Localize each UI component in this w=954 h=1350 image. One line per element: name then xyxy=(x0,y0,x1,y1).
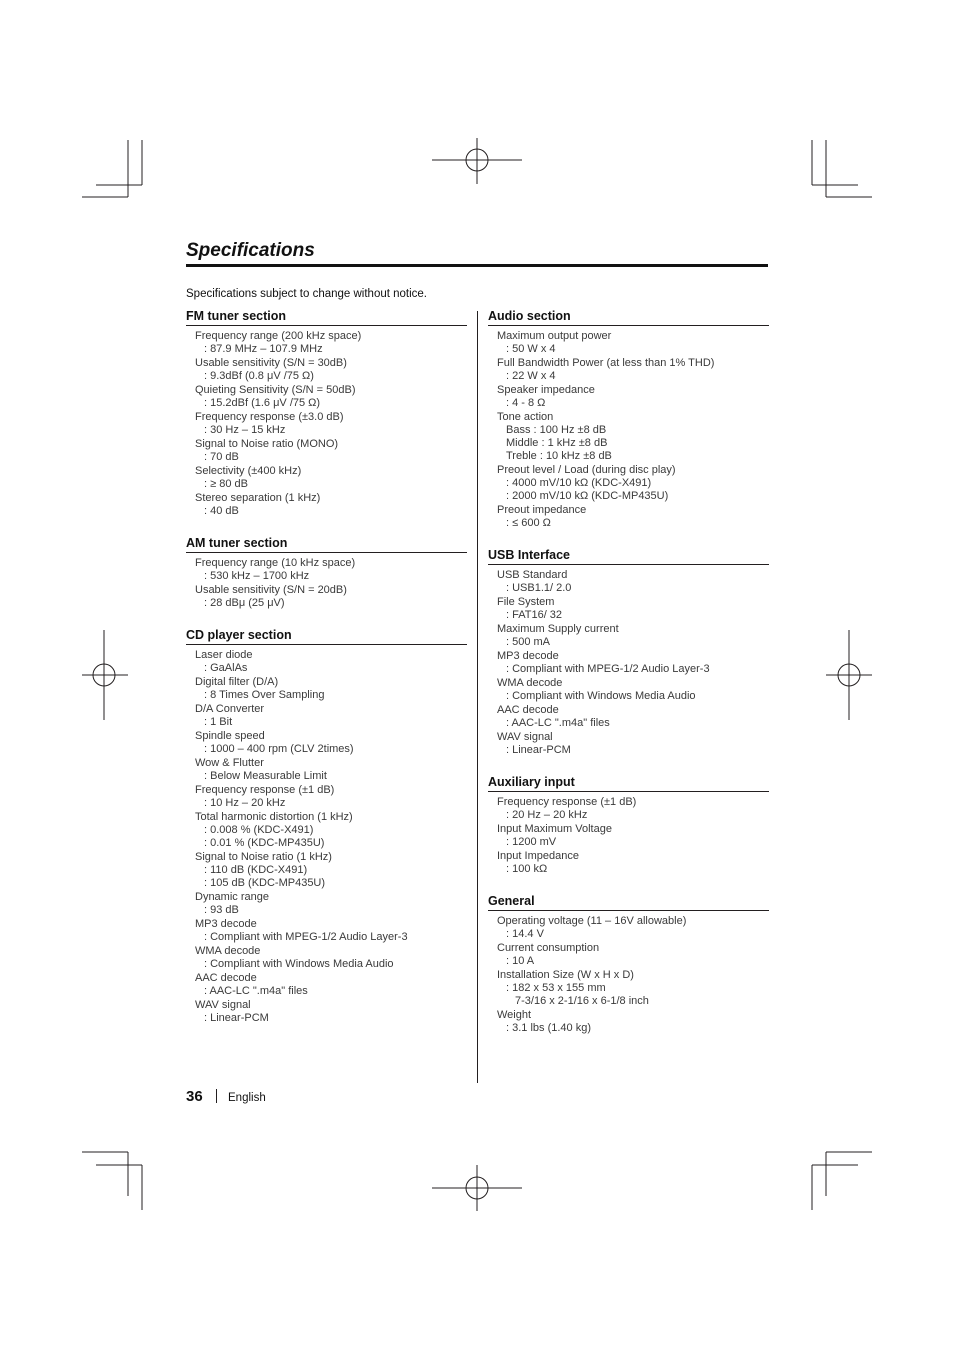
left-column xyxy=(186,309,467,1043)
section-general xyxy=(488,894,769,1035)
spec-label: Installation Size (W x H x D) xyxy=(497,969,634,981)
spec-value: : ≥ 80 dB xyxy=(204,478,248,490)
spec-value: : USB1.1/ 2.0 xyxy=(506,582,572,594)
page-title: Specifications xyxy=(186,240,315,261)
spec-value: : Compliant with MPEG-1/2 Audio Layer-3 xyxy=(506,663,710,675)
spec-item xyxy=(488,704,769,730)
spec-value: : 3.1 lbs (1.40 kg) xyxy=(506,1022,591,1034)
spec-label: Frequency response (±1 dB) xyxy=(195,784,335,796)
spec-item xyxy=(488,850,769,876)
spec-label: D/A Converter xyxy=(195,703,265,715)
spec-item xyxy=(186,492,467,518)
spec-value: : 15.2dBf (1.6 μV /75 Ω) xyxy=(204,397,321,409)
spec-item xyxy=(186,851,467,890)
spec-label: AAC decode xyxy=(497,704,559,716)
spec-item xyxy=(488,677,769,703)
spec-label: MP3 decode xyxy=(497,650,559,662)
notice-text: Specifications subject to change without notice. xyxy=(186,288,428,300)
spec-item xyxy=(186,999,467,1025)
spec-label: Maximum output power xyxy=(497,330,612,342)
section-fm-tuner-section xyxy=(186,309,467,518)
spec-item xyxy=(186,557,467,583)
spec-item xyxy=(186,357,467,383)
spec-value: : 50 W x 4 xyxy=(506,343,556,355)
spec-label: Tone action xyxy=(497,411,554,423)
spec-label: Frequency range (200 kHz space) xyxy=(195,330,362,342)
spec-label: Laser diode xyxy=(195,649,253,661)
spec-label: Input Maximum Voltage xyxy=(497,823,612,835)
spec-label: Total harmonic distortion (1 kHz) xyxy=(195,811,353,823)
spec-label: Preout impedance xyxy=(497,504,587,516)
title-rule xyxy=(186,264,768,267)
spec-value: : 8 Times Over Sampling xyxy=(204,689,325,701)
spec-label: Signal to Noise ratio (MONO) xyxy=(195,438,339,450)
spec-item xyxy=(186,676,467,702)
spec-value: : 110 dB (KDC-X491) xyxy=(204,864,308,876)
spec-value: : 28 dBμ (25 μV) xyxy=(204,597,285,609)
spec-label: Selectivity (±400 kHz) xyxy=(195,465,302,477)
spec-item xyxy=(488,464,769,503)
spec-item xyxy=(186,465,467,491)
spec-value: : 1200 mV xyxy=(506,836,557,848)
spec-item xyxy=(488,650,769,676)
spec-value: : 2000 mV/10 kΩ (KDC-MP435U) xyxy=(506,490,669,502)
spec-label: Maximum Supply current xyxy=(497,623,619,635)
spec-value: : 4000 mV/10 kΩ (KDC-X491) xyxy=(506,477,652,489)
footer-language: English xyxy=(228,1092,266,1104)
section-heading: General xyxy=(488,894,769,911)
section-heading: Audio section xyxy=(488,309,769,326)
spec-label: USB Standard xyxy=(497,569,568,581)
spec-value: : 14.4 V xyxy=(506,928,544,940)
spec-label: WMA decode xyxy=(497,677,563,689)
page-number: 36 xyxy=(186,1088,203,1105)
spec-value: : 93 dB xyxy=(204,904,239,916)
spec-item xyxy=(488,942,769,968)
spec-label: Current consumption xyxy=(497,942,600,954)
spec-value: : ≤ 600 Ω xyxy=(506,517,551,529)
section-heading: USB Interface xyxy=(488,548,769,565)
spec-value: : 40 dB xyxy=(204,505,239,517)
spec-value: : FAT16/ 32 xyxy=(506,609,563,621)
spec-label: Weight xyxy=(497,1009,532,1021)
spec-item xyxy=(186,972,467,998)
spec-label: MP3 decode xyxy=(195,918,257,930)
spec-value: : Linear-PCM xyxy=(506,744,571,756)
spec-value: : 4 - 8 Ω xyxy=(506,397,546,409)
section-heading: Auxiliary input xyxy=(488,775,769,792)
spec-value: : GaAlAs xyxy=(204,662,248,674)
spec-item xyxy=(488,384,769,410)
spec-item xyxy=(488,731,769,757)
spec-value: : Linear-PCM xyxy=(204,1012,269,1024)
spec-label: WMA decode xyxy=(195,945,261,957)
spec-item xyxy=(488,504,769,530)
spec-value: Middle : 1 kHz ±8 dB xyxy=(506,437,608,449)
section-am-tuner-section xyxy=(186,536,467,610)
spec-item xyxy=(488,569,769,595)
column-divider xyxy=(477,311,478,1083)
spec-item xyxy=(186,438,467,464)
section-usb-interface xyxy=(488,548,769,757)
spec-label: WAV signal xyxy=(497,731,553,743)
spec-value: : 105 dB (KDC-MP435U) xyxy=(204,877,326,889)
spec-item xyxy=(488,915,769,941)
spec-label: Frequency response (±3.0 dB) xyxy=(195,411,344,423)
spec-label: Quieting Sensitivity (S/N = 50dB) xyxy=(195,384,356,396)
section-audio-section xyxy=(488,309,769,530)
spec-value: : Compliant with Windows Media Audio xyxy=(506,690,696,702)
spec-value: : 1 Bit xyxy=(204,716,233,728)
spec-value: : 100 kΩ xyxy=(506,863,548,875)
spec-label: Speaker impedance xyxy=(497,384,595,396)
spec-label: Usable sensitivity (S/N = 30dB) xyxy=(195,357,347,369)
spec-item xyxy=(488,1009,769,1035)
spec-item xyxy=(488,357,769,383)
spec-item xyxy=(488,330,769,356)
spec-label: Digital filter (D/A) xyxy=(195,676,279,688)
spec-item xyxy=(186,918,467,944)
spec-value: : AAC-LC ".m4a" files xyxy=(204,985,308,997)
spec-label: Wow & Flutter xyxy=(195,757,264,769)
section-cd-player-section xyxy=(186,628,467,1025)
spec-label: Frequency range (10 kHz space) xyxy=(195,557,356,569)
spec-item xyxy=(186,703,467,729)
spec-value: : 10 Hz – 20 kHz xyxy=(204,797,286,809)
section-heading: FM tuner section xyxy=(186,309,467,326)
spec-item xyxy=(186,411,467,437)
spec-item xyxy=(488,411,769,463)
spec-value: : 70 dB xyxy=(204,451,239,463)
section-heading: CD player section xyxy=(186,628,467,645)
spec-label: Dynamic range xyxy=(195,891,269,903)
spec-value: : 500 mA xyxy=(506,636,551,648)
spec-value: : 1000 – 400 rpm (CLV 2times) xyxy=(204,743,354,755)
section-auxiliary-input xyxy=(488,775,769,876)
spec-label: Operating voltage (11 – 16V allowable) xyxy=(497,915,687,927)
spec-value: : 30 Hz – 15 kHz xyxy=(204,424,286,436)
spec-label: Preout level / Load (during disc play) xyxy=(497,464,676,476)
spec-label: Input Impedance xyxy=(497,850,579,862)
spec-item xyxy=(186,784,467,810)
spec-label: AAC decode xyxy=(195,972,257,984)
spec-label: Signal to Noise ratio (1 kHz) xyxy=(195,851,332,863)
spec-item xyxy=(186,945,467,971)
spec-item xyxy=(488,796,769,822)
spec-value: : 530 kHz – 1700 kHz xyxy=(204,570,310,582)
spec-value: : 0.01 % (KDC-MP435U) xyxy=(204,837,325,849)
spec-item xyxy=(186,891,467,917)
spec-value: : 87.9 MHz – 107.9 MHz xyxy=(204,343,323,355)
spec-value: Treble : 10 kHz ±8 dB xyxy=(506,450,612,462)
spec-value: 7-3/16 x 2-1/16 x 6-1/8 inch xyxy=(515,995,649,1007)
spec-value: : Compliant with MPEG-1/2 Audio Layer-3 xyxy=(204,931,408,943)
spec-item xyxy=(186,584,467,610)
spec-label: Spindle speed xyxy=(195,730,265,742)
spec-item xyxy=(488,823,769,849)
spec-item xyxy=(186,811,467,850)
spec-label: File System xyxy=(497,596,555,608)
spec-label: Usable sensitivity (S/N = 20dB) xyxy=(195,584,347,596)
spec-label: WAV signal xyxy=(195,999,251,1011)
spec-value: : Compliant with Windows Media Audio xyxy=(204,958,394,970)
spec-item xyxy=(186,730,467,756)
spec-value: : 9.3dBf (0.8 μV /75 Ω) xyxy=(204,370,314,382)
spec-item xyxy=(186,330,467,356)
spec-value: Bass : 100 Hz ±8 dB xyxy=(506,424,607,436)
spec-item xyxy=(186,384,467,410)
spec-item xyxy=(488,969,769,1008)
section-heading: AM tuner section xyxy=(186,536,467,553)
spec-label: Stereo separation (1 kHz) xyxy=(195,492,321,504)
spec-value: : 20 Hz – 20 kHz xyxy=(506,809,588,821)
spec-label: Frequency response (±1 dB) xyxy=(497,796,637,808)
spec-value: : Below Measurable Limit xyxy=(204,770,327,782)
spec-item xyxy=(186,649,467,675)
spec-value: : 10 A xyxy=(506,955,535,967)
spec-value: : 182 x 53 x 155 mm xyxy=(506,982,606,994)
spec-value: : 22 W x 4 xyxy=(506,370,556,382)
spec-value: : AAC-LC ".m4a" files xyxy=(506,717,610,729)
spec-item xyxy=(186,757,467,783)
spec-value: : 0.008 % (KDC-X491) xyxy=(204,824,314,836)
spec-item xyxy=(488,623,769,649)
spec-item xyxy=(488,596,769,622)
right-column xyxy=(488,309,769,1053)
spec-label: Full Bandwidth Power (at less than 1% THD) xyxy=(497,357,715,369)
footer-separator xyxy=(216,1089,217,1103)
